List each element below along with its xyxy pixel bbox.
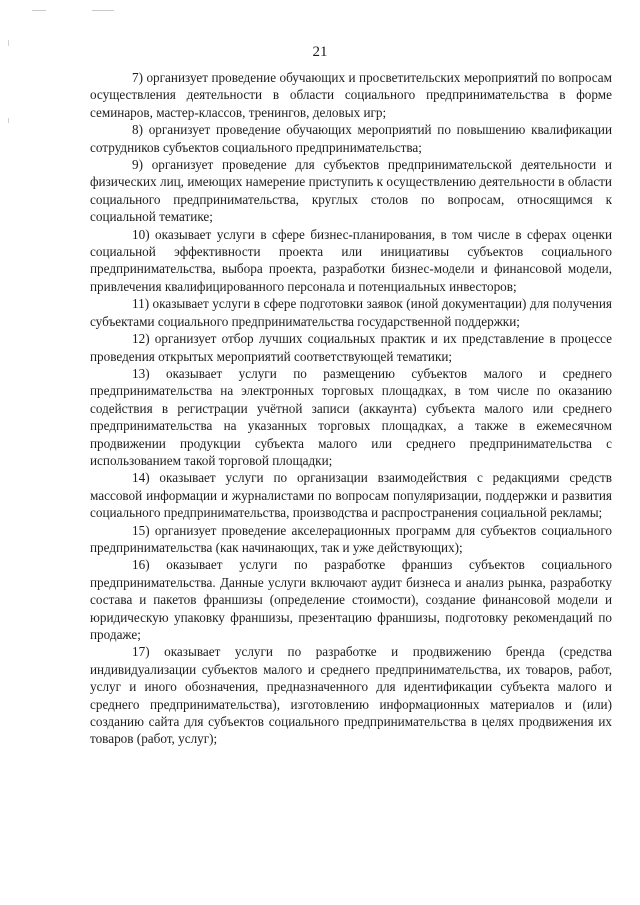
list-item: 15) организует проведение акселерационных программ для субъектов социального предпринимательства (как начинающих, так и уже действующих); xyxy=(90,522,612,555)
list-item: 13) оказывает услуги по размещению субъектов малого и среднего предпринимательства на электронных торговых площадках, в том числе по оказанию содействия в регистрации учётной записи (аккаунта) субъекта малого или среднего предпринимательства на указанных торговых площадках, а также в ежемесячном продвижении продукции субъекта малого или среднего предпринимательства с использованием такой торговой площадки; xyxy=(90,365,612,468)
page-number: 21 xyxy=(312,44,328,60)
list-item: 9) организует проведение для субъектов предпринимательской деятельности и физических лиц, имеющих намерение приступить к осуществлению деятельности в области социального предпринимательства, круглых столов по вопросам, относящимся к социальной тематике; xyxy=(90,157,612,225)
list-item: 16) оказывает услуги по разработке франшиз субъектов социального предпринимательства. Данные услуги включают аудит бизнеса и анализ рынка, разработку состава и пакетов франшизы (определение стоимости), создание финансовой модели и юридическую упаковку франшизы, презентацию франшизы, подготовку рекомендаций по продаже; xyxy=(90,557,612,642)
list-item: 10) оказывает услуги в сфере бизнес-планирования, в том числе в сферах оценки социальной эффективности проекта или инициативы субъектов социального предпринимательства, выбора проекта, разработки бизнес-модели и финансовой модели, привлечения квалифицированного персонала и потенциальных инвесторов; xyxy=(90,226,612,294)
list-item: 7) организует проведение обучающих и просветительских мероприятий по вопросам осуществления деятельности в области социального предпринимательства в форме семинаров, мастер-классов, тренингов, деловых игр; xyxy=(90,70,612,120)
list-item: 12) организует отбор лучших социальных практик и их представление в процессе проведения открытых мероприятий соответствующей тематики; xyxy=(90,331,612,364)
list-item: 8) организует проведение обучающих мероприятий по повышению квалификации сотрудников субъектов социального предпринимательства; xyxy=(90,122,612,155)
list-item: 17) оказывает услуги по разработке и продвижению бренда (средства индивидуализации субъектов малого и среднего предпринимательства, их товаров, работ, услуг и иного обозначения, предназначенного для идентификации субъекта малого и среднего предпринимательства), изготовлению информационных материалов и (или) созданию сайта для субъектов социального предпринимательства в целях продвижения их товаров (работ, услуг); xyxy=(90,644,612,747)
scan-artifact xyxy=(92,10,114,11)
list-item: 14) оказывает услуги по организации взаимодействия с редакциями средств массовой информации и журналистами по вопросам популяризации, поддержки и развития социального предпринимательства, производства и распространения социальной рекламы; xyxy=(90,470,612,521)
scan-artifact xyxy=(32,10,46,11)
scan-artifact xyxy=(8,118,9,123)
document-body xyxy=(90,69,612,748)
list-item: 11) оказывает услуги в сфере подготовки заявок (иной документации) для получения субъектами социального предпринимательства государственной поддержки; xyxy=(90,296,612,329)
